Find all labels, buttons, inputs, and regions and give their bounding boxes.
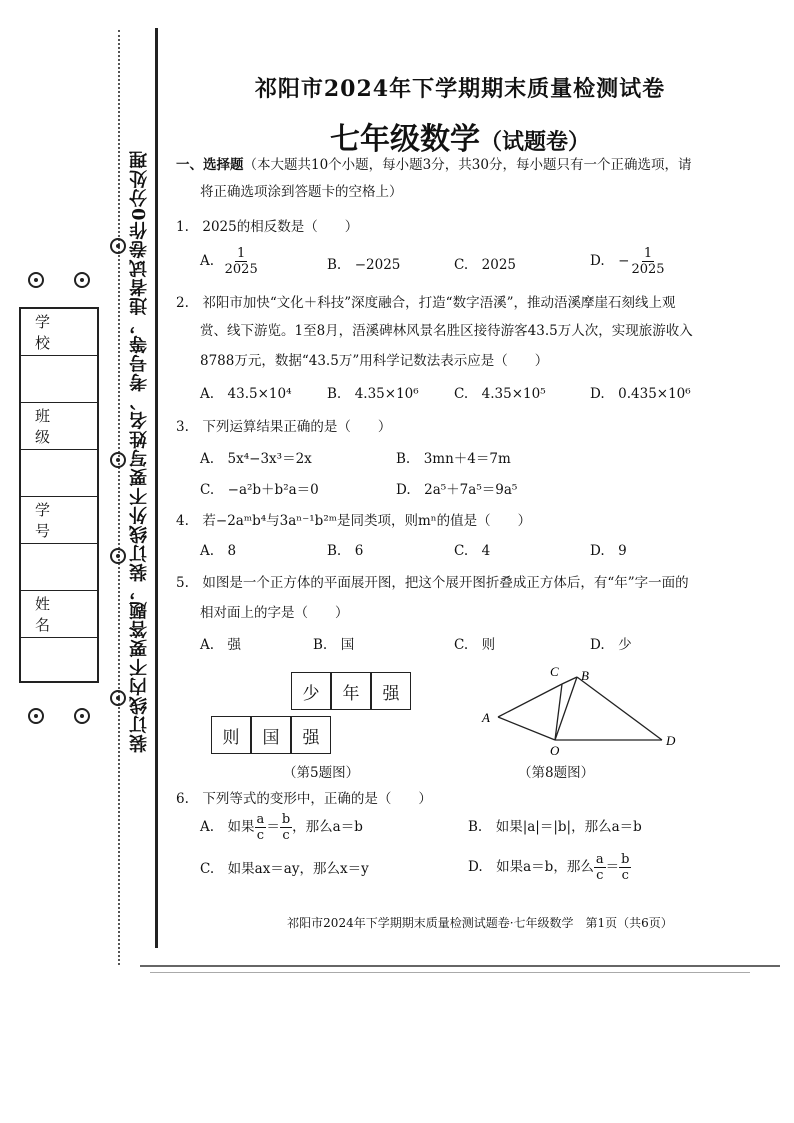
page-bottom-rule: [140, 965, 780, 967]
binding-dotted-line: [118, 30, 120, 965]
q1-option-b: B. −2025: [327, 257, 401, 273]
q6-stem: 6. 下列等式的变形中，正确的是（ ）: [176, 791, 432, 807]
binding-hole-icon: [110, 548, 126, 564]
q2-line2: 赏、线下游览。1至8月，浯溪碑林风景名胜区接待游客43.5万人次，实现旅游收入: [200, 323, 693, 339]
q6-option-b: B. 如果|a|＝|b|，那么a＝b: [468, 819, 642, 835]
q3-option-c: C. −a²b＋b²a＝0: [200, 482, 319, 498]
exam-title: 祁阳市2024年下学期期末质量检测试卷: [254, 76, 666, 102]
section-instructions-line2: 将正确选项涂到答题卡的空格上）: [200, 184, 403, 200]
q3-option-a: A. 5x⁴−3x³＝2x: [200, 451, 312, 467]
net-face: 年: [331, 672, 371, 710]
q4-option-d: D. 9: [590, 543, 627, 559]
binding-rule: [155, 28, 158, 948]
page-bottom-rule-faint: [150, 972, 750, 973]
info-label-student-number: 学 号: [21, 497, 97, 544]
net-face: 强: [371, 672, 411, 710]
binding-hole-icon: [28, 272, 44, 288]
student-info-box: [19, 307, 99, 683]
q2-option-a: A. 43.5×10⁴: [200, 386, 292, 402]
label-C: C: [550, 664, 559, 679]
segment-BD: [577, 677, 662, 740]
q5-option-c: C. 则: [454, 637, 496, 653]
page-footer: 祁阳市2024年下学期期末质量检测试题卷·七年级数学 第1页（共6页）: [287, 916, 673, 930]
binding-hole-icon: [28, 708, 44, 724]
label-B: B: [581, 668, 589, 683]
q5-option-b: B. 国: [313, 637, 355, 653]
figure5-caption: （第5题图）: [283, 765, 360, 781]
binding-notice: 装订线内不要答题，装订线外不要写姓名、考号等，违者试卷作0分处理: [129, 150, 150, 753]
net-face: 强: [291, 716, 331, 754]
q1-option-a: A. $\frac{1}{2025}$: [200, 246, 258, 277]
q3-stem: 3. 下列运算结果正确的是（ ）: [176, 419, 392, 435]
segment-AC: [498, 684, 562, 717]
section-heading: 一、选择题: [176, 157, 244, 173]
exam-subtitle: [200, 114, 720, 158]
net-face: 则: [211, 716, 251, 754]
q5-line2: 相对面上的字是（ ）: [200, 605, 349, 621]
q2-line3: 8788万元，数据“43.5万”用科学记数法表示应是（ ）: [200, 353, 549, 369]
q2-option-c: C. 4.35×10⁵: [454, 386, 546, 402]
q6-option-d: D. 如果a＝b，那么 $\frac{a}{c}$ ＝ $\frac{b}{c}$: [468, 852, 630, 883]
net-face: 国: [251, 716, 291, 754]
q1-option-c: C. 2025: [454, 257, 516, 273]
q2-line1: 2. 祁阳市加快“文化＋科技”深度融合，打造“数字浯溪”，推动浯溪摩崖石刻线上观: [176, 295, 676, 311]
geometry-figure-8: [470, 660, 690, 760]
subject-title: 七年级数学: [329, 122, 480, 157]
info-field-school[interactable]: [21, 356, 97, 403]
q4-stem: 4. 若−2aᵐb⁴与3aⁿ⁻¹b²ᵐ是同类项，则mⁿ的值是（ ）: [176, 513, 532, 529]
q3-option-b: B. 3mn＋4＝7m: [396, 451, 511, 467]
label-O: O: [550, 743, 560, 758]
q5-line1: 5. 如图是一个正方体的平面展开图，把这个展开图折叠成正方体后，有“年”字一面的: [176, 575, 689, 591]
binding-hole-icon: [110, 452, 126, 468]
info-field-student-number[interactable]: [21, 544, 97, 591]
info-label-class: 班 级: [21, 403, 97, 450]
q3-option-d: D. 2a⁵＋7a⁵＝9a⁵: [396, 482, 518, 498]
info-field-class[interactable]: [21, 450, 97, 497]
binding-hole-icon: [110, 690, 126, 706]
info-label-school: 学 校: [21, 309, 97, 356]
binding-hole-icon: [110, 238, 126, 254]
q1-option-d: D. − $\frac{1}{2025}$: [590, 246, 665, 277]
q2-option-d: D. 0.435×10⁶: [590, 386, 691, 402]
segment-AO: [498, 717, 555, 740]
q4-option-a: A. 8: [200, 543, 237, 559]
figure8-caption: （第8题图）: [518, 765, 595, 781]
q5-option-d: D. 少: [590, 637, 632, 653]
net-face: 少: [291, 672, 331, 710]
q2-option-b: B. 4.35×10⁶: [327, 386, 419, 402]
paper-type: （试题卷）: [479, 129, 590, 155]
q6-option-a: A. 如果 $\frac{a}{c}$ ＝ $\frac{b}{c}$ ，那么a＝b: [200, 812, 363, 843]
binding-hole-icon: [74, 708, 90, 724]
binding-hole-icon: [74, 272, 90, 288]
info-label-name: 姓 名: [21, 591, 97, 638]
q6-option-c: C. 如果ax＝ay，那么x＝y: [200, 861, 369, 877]
q5-option-a: A. 强: [200, 637, 242, 653]
label-A: A: [482, 710, 490, 725]
q1-stem: 1. 2025的相反数是（ ）: [176, 219, 359, 235]
section-instructions-line1: 一、选择题（本大题共10个小题，每小题3分，共30分，每小题只有一个正确选项，请: [176, 157, 692, 173]
q4-option-b: B. 6: [327, 543, 364, 559]
info-field-name[interactable]: [21, 638, 97, 685]
q4-option-c: C. 4: [454, 543, 491, 559]
label-D: D: [666, 733, 676, 748]
